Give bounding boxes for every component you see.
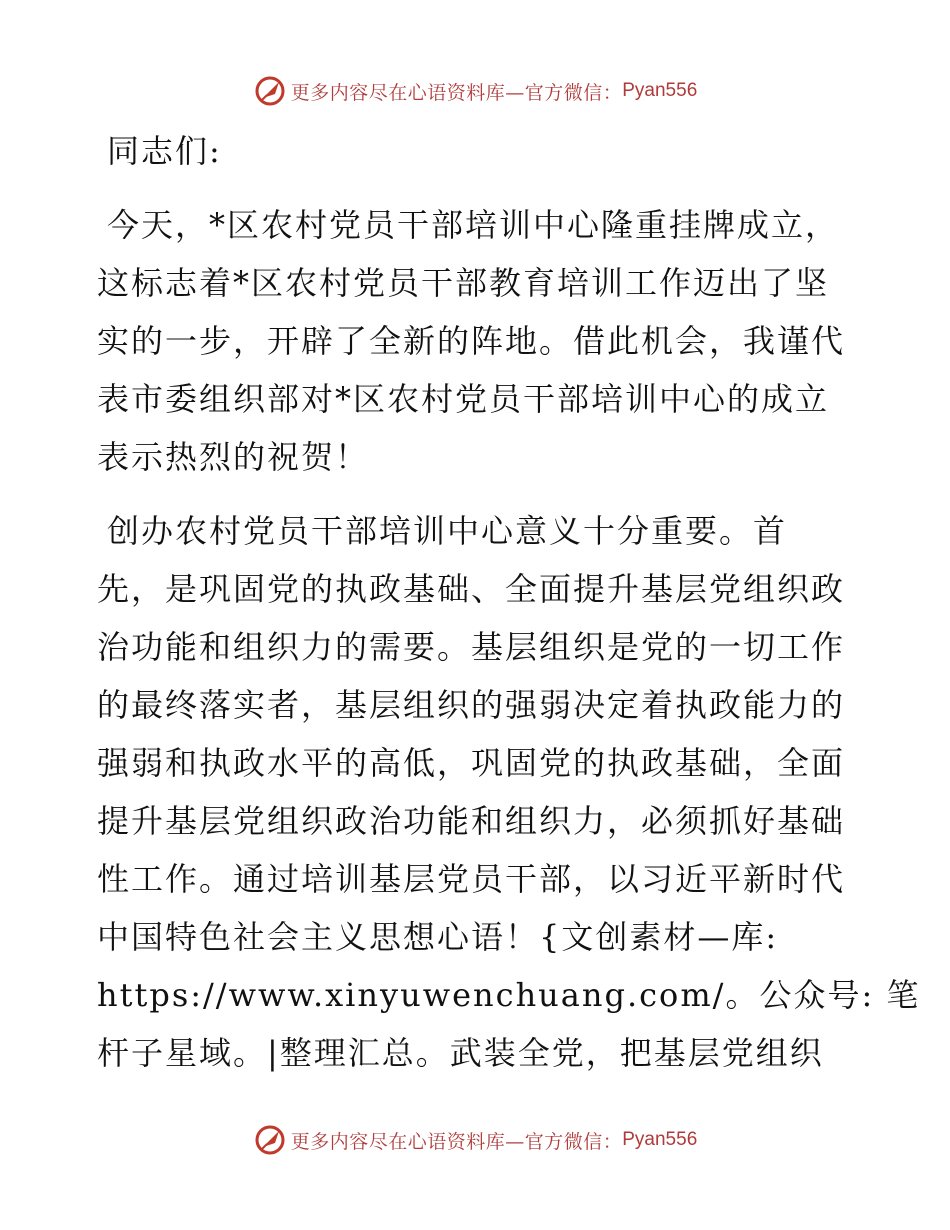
paragraph-line: 杆子星域。|整理汇总。武装全党，把基层党组织 xyxy=(97,1034,824,1072)
paragraph-line: 先，是巩固党的执政基础、全面提升基层党组织政 xyxy=(97,570,846,608)
paragraph-line: 实的一步，开辟了全新的阵地。借此机会，我谨代 xyxy=(97,322,846,360)
document-body xyxy=(97,122,921,1082)
paragraph-line: 的最终落实者，基层组织的强弱决定着执政能力的 xyxy=(97,686,846,724)
paragraph-line: 表示热烈的祝贺！ xyxy=(97,438,370,476)
footer-watermark xyxy=(0,1120,950,1160)
header-watermark xyxy=(0,71,950,111)
watermark-wechat-id: Pyan556 xyxy=(622,1129,698,1150)
paragraph-line: 这标志着*区农村党员干部教育培训工作迈出了坚 xyxy=(97,264,830,302)
paragraph-line: 提升基层党组织政治功能和组织力，必须抓好基础 xyxy=(97,802,846,840)
paragraph-line: 强弱和执政水平的高低，巩固党的执政基础，全面 xyxy=(97,744,846,782)
paragraph-line: 今天，*区农村党员干部培训中心隆重挂牌成立， xyxy=(107,206,840,244)
paragraph-line-link: https://www.xinyuwenchuang.com/。公众号: 笔 xyxy=(97,976,921,1014)
paragraph-2 xyxy=(97,502,921,1082)
paragraph-line: 中国特色社会主义思想心语！{文创素材—库: xyxy=(97,918,779,956)
watermark-text: 更多内容尽在心语资料库—官方微信： xyxy=(290,1130,623,1153)
quill-logo-icon xyxy=(253,74,287,108)
watermark-text: 更多内容尽在心语资料库—官方微信： xyxy=(290,81,623,104)
quill-logo-icon xyxy=(253,1123,287,1157)
salutation: 同志们: xyxy=(107,132,222,170)
paragraph-line: 治功能和组织力的需要。基层组织是党的一切工作 xyxy=(97,628,846,666)
watermark-wechat-id: Pyan556 xyxy=(622,80,698,101)
paragraph-line: 表市委组织部对*区农村党员干部培训中心的成立 xyxy=(97,380,830,418)
paragraph-line: 性工作。通过培训基层党员干部，以习近平新时代 xyxy=(97,860,846,898)
paragraph-1 xyxy=(97,196,857,486)
paragraph-line: 创办农村党员干部培训中心意义十分重要。首 xyxy=(107,512,788,550)
